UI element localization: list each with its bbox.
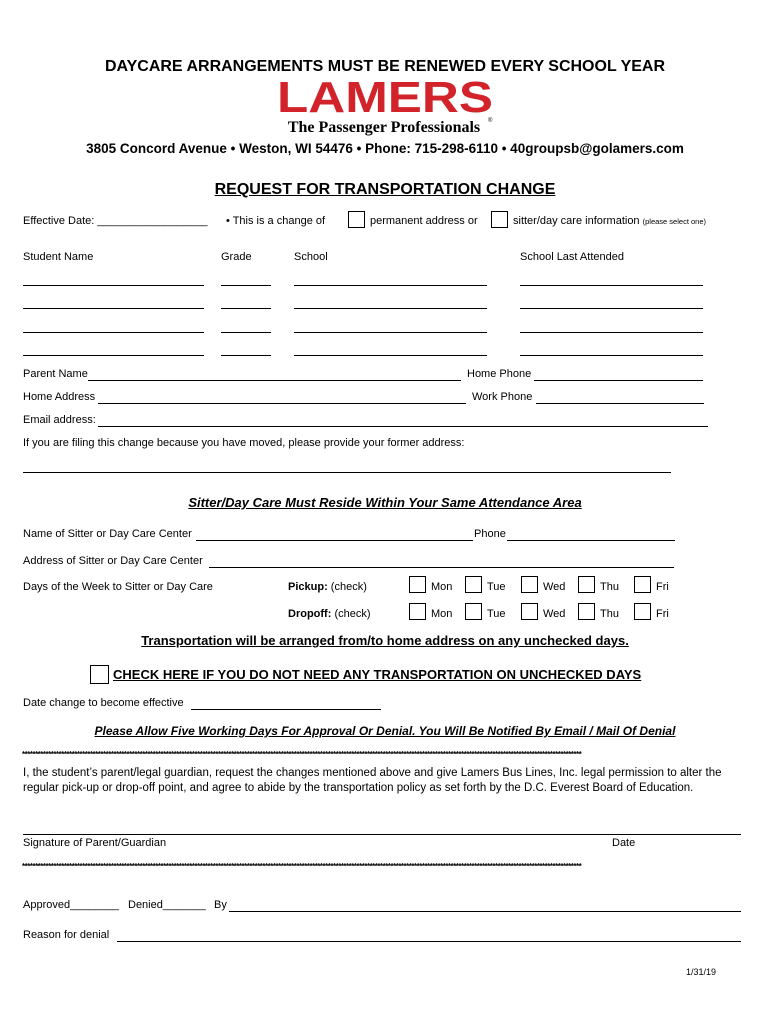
student-name-field-2[interactable] <box>23 308 204 309</box>
agreement-text: I, the student’s parent/legal guardian, request the changes mentioned above and give Lamers Bus Lines, Inc. legal permission to alter the regular pick-up or drop-off point, and agree to abide by the transportation policy as set forth by the D.C. Everest Board of Education. <box>23 767 722 794</box>
logo-tagline: The Passenger Professionals <box>287 119 481 136</box>
renewal-notice: DAYCARE ARRANGEMENTS MUST BE RENEWED EVERY SCHOOL YEAR <box>104 58 666 75</box>
pickup-check-hint: (check) <box>330 581 367 593</box>
sitter-address-field[interactable] <box>209 567 674 568</box>
email-field[interactable] <box>98 426 708 427</box>
signature-label: Signature of Parent/Guardian <box>23 837 167 849</box>
effective-date-label: Effective Date: __________________ <box>23 215 208 227</box>
no-transport-checkbox[interactable] <box>90 665 109 684</box>
permanent-address-label: permanent address or <box>370 215 478 227</box>
pickup-wed-checkbox[interactable] <box>521 576 538 593</box>
email-label: Email address: <box>23 414 96 426</box>
denied-label: Denied_______ <box>128 899 206 911</box>
days-label: Days of the Week to Sitter or Day Care <box>23 581 213 593</box>
company-address: 3805 Concord Avenue • Weston, WI 54476 • Phone: 715-298-6110 • 40groupsb@golamers.com <box>86 141 684 156</box>
logo-text: LAMERS <box>277 76 493 122</box>
school-last-field-4[interactable] <box>520 355 703 356</box>
parent-name-label: Parent Name <box>23 368 88 380</box>
school-header: School <box>294 251 328 263</box>
moved-note: If you are filing this change because you have moved, please provide your former address: <box>23 437 465 449</box>
pickup-wed-label: Wed <box>543 581 566 593</box>
revision-date: 1/31/19 <box>686 967 717 977</box>
by-label: By <box>214 899 227 911</box>
school-field-3[interactable] <box>294 332 487 333</box>
sitter-phone-label: Phone <box>474 528 506 540</box>
dropoff-check-hint: (check) <box>334 608 371 620</box>
student-name-field-3[interactable] <box>23 332 204 333</box>
transport-note: Transportation will be arranged from/to home address on any unchecked days. <box>141 633 629 648</box>
reason-field[interactable] <box>117 941 741 942</box>
dropoff-label <box>288 608 371 620</box>
dropoff-thu-checkbox[interactable] <box>578 603 595 620</box>
school-field-1[interactable] <box>294 285 487 286</box>
home-phone-field[interactable] <box>534 380 703 381</box>
dropoff-wed-checkbox[interactable] <box>521 603 538 620</box>
date-label: Date <box>612 837 636 849</box>
student-name-field-4[interactable] <box>23 355 204 356</box>
work-phone-label: Work Phone <box>472 391 533 403</box>
dropoff-wed-label: Wed <box>543 608 566 620</box>
work-phone-field[interactable] <box>536 403 704 404</box>
no-transport-label: CHECK HERE IF YOU DO NOT NEED ANY TRANSPORTATION ON UNCHECKED DAYS <box>113 667 642 682</box>
sitter-address-label: Address of Sitter or Day Care Center <box>23 555 203 567</box>
pickup-fri-label: Fri <box>656 581 669 593</box>
sitter-info-text: sitter/day care information <box>513 215 640 227</box>
sitter-info-label <box>513 215 706 227</box>
approval-notice: Please Allow Five Working Days For Approval Or Denial. You Will Be Notified By Email / Mail Of Denial <box>94 724 676 738</box>
grade-field-3[interactable] <box>221 332 271 333</box>
home-address-label: Home Address <box>23 391 96 403</box>
dropoff-title: Dropoff: <box>288 608 332 620</box>
sitter-phone-field[interactable] <box>507 540 675 541</box>
former-address-field[interactable] <box>23 472 671 473</box>
dropoff-mon-label: Mon <box>431 608 453 620</box>
sitter-name-field[interactable] <box>196 540 473 541</box>
dropoff-mon-checkbox[interactable] <box>409 603 426 620</box>
school-last-header: School Last Attended <box>520 251 624 263</box>
school-last-field-3[interactable] <box>520 332 703 333</box>
dropoff-fri-label: Fri <box>656 608 669 620</box>
grade-field-2[interactable] <box>221 308 271 309</box>
student-name-header: Student Name <box>23 251 94 263</box>
dropoff-fri-checkbox[interactable] <box>634 603 651 620</box>
separator-bottom: ********************************************************************************************************************************************************************************************************************** <box>22 862 582 871</box>
parent-name-field[interactable] <box>88 380 461 381</box>
school-last-field-2[interactable] <box>520 308 703 309</box>
dropoff-tue-checkbox[interactable] <box>465 603 482 620</box>
pickup-mon-checkbox[interactable] <box>409 576 426 593</box>
grade-field-4[interactable] <box>221 355 271 356</box>
pickup-thu-label: Thu <box>600 581 619 593</box>
student-name-field-1[interactable] <box>23 285 204 286</box>
pickup-fri-checkbox[interactable] <box>634 576 651 593</box>
sitter-section-title: Sitter/Day Care Must Reside Within Your Same Attendance Area <box>188 495 582 510</box>
dropoff-thu-label: Thu <box>600 608 619 620</box>
school-last-field-1[interactable] <box>520 285 703 286</box>
by-field[interactable] <box>229 911 741 912</box>
home-address-field[interactable] <box>98 403 466 404</box>
approved-label: Approved________ <box>23 899 120 911</box>
reason-label: Reason for denial <box>23 929 110 941</box>
registered-mark: ® <box>488 118 493 124</box>
permanent-address-checkbox[interactable] <box>348 211 365 228</box>
sitter-name-label: Name of Sitter or Day Care Center <box>23 528 192 540</box>
school-field-4[interactable] <box>294 355 487 356</box>
dropoff-tue-label: Tue <box>487 608 506 620</box>
please-select-note: (please select one) <box>642 217 706 226</box>
pickup-thu-checkbox[interactable] <box>578 576 595 593</box>
pickup-tue-checkbox[interactable] <box>465 576 482 593</box>
signature-field[interactable] <box>23 834 741 835</box>
pickup-mon-label: Mon <box>431 581 453 593</box>
separator-top: ********************************************************************************************************************************************************************************************************************** <box>22 750 582 759</box>
pickup-title: Pickup: <box>288 581 328 593</box>
change-of-label: • This is a change of <box>226 215 326 227</box>
school-field-2[interactable] <box>294 308 487 309</box>
form-title: REQUEST FOR TRANSPORTATION CHANGE <box>214 181 556 198</box>
lamers-logo <box>260 76 510 138</box>
pickup-tue-label: Tue <box>487 581 506 593</box>
grade-field-1[interactable] <box>221 285 271 286</box>
date-change-label: Date change to become effective <box>23 697 184 709</box>
home-phone-label: Home Phone <box>467 368 532 380</box>
sitter-info-checkbox[interactable] <box>491 211 508 228</box>
pickup-label <box>288 581 367 593</box>
grade-header: Grade <box>221 251 252 263</box>
date-change-field[interactable] <box>191 709 381 710</box>
